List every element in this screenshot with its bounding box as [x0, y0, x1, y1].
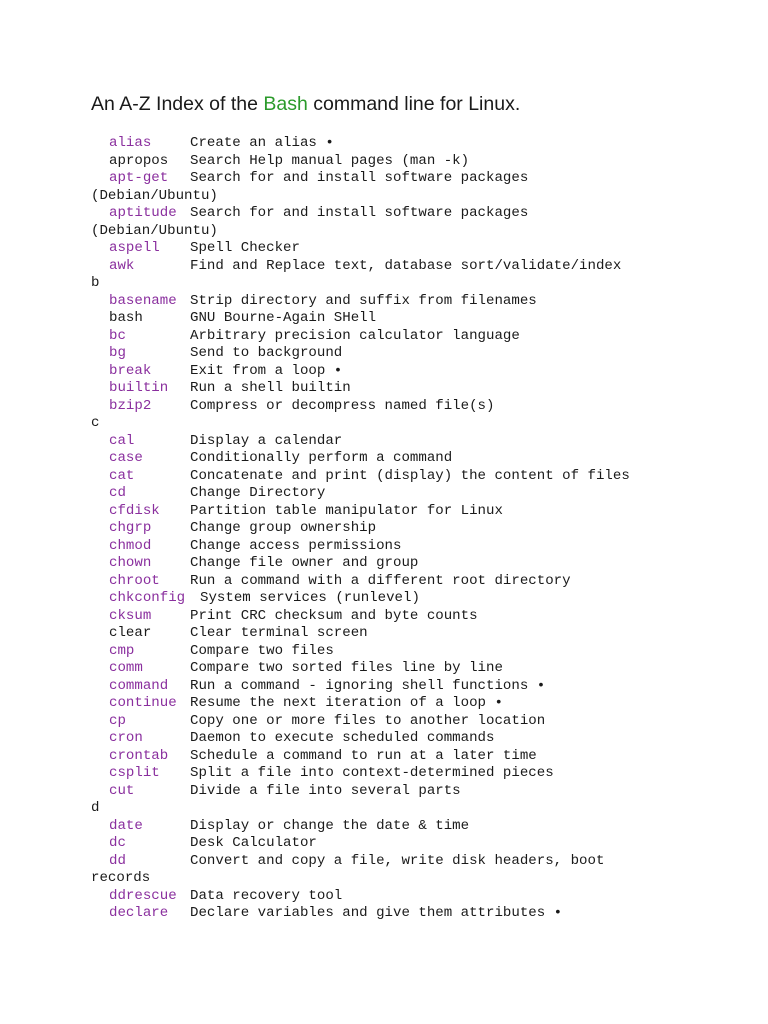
description-continuation-row — [91, 223, 751, 241]
command-description: Strip directory and suffix from filenames — [190, 292, 537, 309]
command-name-cut[interactable]: cut — [109, 782, 135, 799]
command-row-apt-get — [91, 170, 751, 188]
command-row-bash — [91, 310, 751, 328]
command-name-cmp[interactable]: cmp — [109, 642, 135, 659]
command-description: Divide a file into several parts — [190, 782, 461, 799]
command-row-cfdisk — [91, 503, 751, 521]
command-row-aptitude — [91, 205, 751, 223]
command-row-dc — [91, 835, 751, 853]
command-name-ddrescue[interactable]: ddrescue — [109, 887, 177, 904]
command-row-cmp — [91, 643, 751, 661]
command-name-cron[interactable]: cron — [109, 730, 143, 746]
command-row-apropos — [91, 153, 751, 171]
command-name-cat[interactable]: cat — [109, 467, 135, 484]
command-name-command[interactable]: command — [109, 677, 169, 694]
command-row-csplit — [91, 765, 751, 783]
command-name-chown[interactable]: chown — [109, 555, 152, 571]
command-description: Desk Calculator — [190, 835, 317, 851]
command-description: Change file owner and group — [190, 555, 419, 571]
command-row-cut — [91, 783, 751, 801]
command-name-declare[interactable]: declare — [109, 905, 169, 921]
section-letter-row — [91, 415, 751, 433]
command-name-bc[interactable]: bc — [109, 327, 126, 344]
description-continuation: (Debian/Ubuntu) — [91, 222, 218, 239]
command-name-bash: bash — [109, 310, 143, 326]
command-name-builtin[interactable]: builtin — [109, 380, 169, 396]
command-row-chown — [91, 555, 751, 573]
command-description: Partition table manipulator for Linux — [190, 502, 503, 519]
command-name-clear: clear — [109, 625, 152, 641]
command-row-chroot — [91, 573, 751, 591]
section-letter-row — [91, 275, 751, 293]
command-row-chmod — [91, 538, 751, 556]
command-name-dc[interactable]: dc — [109, 835, 126, 851]
command-description: Exit from a loop • — [190, 362, 343, 379]
command-row-continue — [91, 695, 751, 713]
command-name-dd[interactable]: dd — [109, 852, 126, 869]
command-row-cksum — [91, 608, 751, 626]
command-description: Resume the next iteration of a loop • — [190, 695, 503, 711]
command-row-cd — [91, 485, 751, 503]
command-description: System services (runlevel) — [200, 590, 420, 606]
command-name-cp[interactable]: cp — [109, 712, 126, 729]
page-title — [91, 93, 520, 116]
command-name-comm[interactable]: comm — [109, 660, 143, 676]
command-index-list — [91, 135, 751, 923]
command-description: Conditionally perform a command — [190, 450, 453, 466]
command-row-alias — [91, 135, 751, 153]
command-row-basename — [91, 293, 751, 311]
command-row-ddrescue — [91, 888, 751, 906]
title-bash-highlight: Bash — [263, 93, 308, 115]
command-description: Search for and install software packages — [190, 170, 529, 186]
section-letter-c: c — [91, 415, 100, 431]
command-description: Declare variables and give them attributes • — [190, 905, 563, 921]
command-description: Compare two files — [190, 642, 334, 659]
command-description: Create an alias • — [190, 135, 334, 151]
command-row-cron — [91, 730, 751, 748]
section-letter-b: b — [91, 275, 100, 291]
command-name-cfdisk[interactable]: cfdisk — [109, 502, 160, 519]
command-description: Display or change the date & time — [190, 817, 470, 834]
command-description: Change group ownership — [190, 520, 377, 536]
command-row-clear — [91, 625, 751, 643]
command-name-chgrp[interactable]: chgrp — [109, 520, 152, 536]
command-description: Find and Replace text, database sort/validate/index — [190, 257, 622, 274]
title-prefix: An A-Z Index of the — [91, 93, 264, 115]
description-continuation: records — [91, 870, 151, 886]
command-name-date[interactable]: date — [109, 817, 143, 834]
command-name-apt-get[interactable]: apt-get — [109, 170, 169, 186]
section-letter-d: d — [91, 800, 100, 816]
command-name-break[interactable]: break — [109, 362, 152, 379]
command-description: Split a file into context-determined pieces — [190, 765, 554, 781]
command-row-chgrp — [91, 520, 751, 538]
command-name-apropos: apropos — [109, 152, 169, 169]
command-description: Concatenate and print (display) the content of files — [190, 467, 630, 484]
command-description: Display a calendar — [190, 432, 343, 449]
command-row-aspell — [91, 240, 751, 258]
command-description: Arbitrary precision calculator language — [190, 327, 520, 344]
command-row-break — [91, 363, 751, 381]
command-row-comm — [91, 660, 751, 678]
command-row-case — [91, 450, 751, 468]
command-row-cat — [91, 468, 751, 486]
command-description: Search for and install software packages — [190, 205, 529, 221]
command-row-dd — [91, 853, 751, 871]
command-name-cal[interactable]: cal — [109, 432, 135, 449]
command-name-crontab[interactable]: crontab — [109, 747, 169, 764]
command-row-bg — [91, 345, 751, 363]
description-continuation-row — [91, 870, 751, 888]
command-description: Print CRC checksum and byte counts — [190, 607, 478, 624]
command-row-bc — [91, 328, 751, 346]
command-description: Change Directory — [190, 485, 326, 501]
command-row-command — [91, 678, 751, 696]
command-name-chmod[interactable]: chmod — [109, 537, 152, 554]
command-description: Run a shell builtin — [190, 380, 351, 396]
command-row-cal — [91, 433, 751, 451]
command-name-bg[interactable]: bg — [109, 345, 126, 361]
command-description: Spell Checker — [190, 240, 300, 256]
command-name-chroot[interactable]: chroot — [109, 572, 160, 589]
command-description: Schedule a command to run at a later time — [190, 747, 537, 764]
command-name-basename[interactable]: basename — [109, 292, 177, 309]
command-name-aptitude[interactable]: aptitude — [109, 205, 177, 221]
command-row-builtin — [91, 380, 751, 398]
command-name-continue[interactable]: continue — [109, 695, 177, 711]
command-name-bzip2[interactable]: bzip2 — [109, 397, 152, 414]
command-description: Search Help manual pages (man -k) — [190, 152, 470, 169]
command-description: Data recovery tool — [190, 887, 343, 904]
command-description: Change access permissions — [190, 537, 402, 554]
command-description: Run a command - ignoring shell functions • — [190, 677, 546, 694]
command-name-alias[interactable]: alias — [109, 135, 152, 151]
command-name-csplit[interactable]: csplit — [109, 765, 160, 781]
command-description: Compare two sorted files line by line — [190, 660, 503, 676]
command-row-chkconfig — [91, 590, 751, 608]
command-description: Compress or decompress named file(s) — [190, 397, 495, 414]
command-row-date — [91, 818, 751, 836]
command-description: Run a command with a different root directory — [190, 572, 571, 589]
title-suffix: command line for Linux. — [307, 93, 521, 115]
command-description: Clear terminal screen — [190, 625, 368, 641]
command-row-awk — [91, 258, 751, 276]
command-name-cksum[interactable]: cksum — [109, 607, 152, 624]
command-name-awk[interactable]: awk — [109, 257, 135, 274]
description-continuation-row — [91, 188, 751, 206]
command-row-cp — [91, 713, 751, 731]
command-description: Copy one or more files to another location — [190, 712, 546, 729]
command-name-aspell[interactable]: aspell — [109, 240, 160, 256]
command-description: GNU Bourne-Again SHell — [190, 310, 377, 326]
section-letter-row — [91, 800, 751, 818]
command-row-bzip2 — [91, 398, 751, 416]
command-name-case[interactable]: case — [109, 450, 143, 466]
description-continuation: (Debian/Ubuntu) — [91, 187, 218, 204]
command-row-crontab — [91, 748, 751, 766]
command-description: Daemon to execute scheduled commands — [190, 730, 495, 746]
command-description: Convert and copy a file, write disk headers, boot — [190, 852, 605, 869]
command-name-chkconfig[interactable]: chkconfig — [109, 590, 186, 606]
command-description: Send to background — [190, 345, 343, 361]
command-name-cd[interactable]: cd — [109, 485, 126, 501]
command-row-declare — [91, 905, 751, 923]
